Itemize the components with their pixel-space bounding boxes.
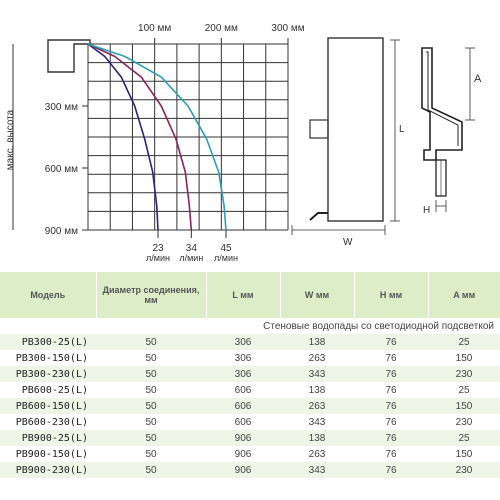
table-row [0, 366, 500, 382]
table-row [0, 430, 500, 446]
value-cell: 343 [308, 416, 326, 428]
table-row [0, 334, 500, 350]
value-cell: 306 [206, 334, 280, 350]
model-cell: PB900-230(L) [0, 462, 96, 478]
model-cell: PB300-25(L) [0, 334, 96, 350]
table-row [0, 382, 500, 398]
table-row [0, 350, 500, 366]
value-cell: 230 [455, 416, 473, 428]
spec-table-header [0, 272, 500, 318]
header-a: A мм [428, 272, 500, 318]
dim-label-l: L [399, 124, 405, 135]
value-cell: 50 [96, 366, 206, 382]
value-cell: 50 [145, 416, 157, 428]
value-cell: 50 [145, 352, 157, 364]
value-cell: 138 [280, 430, 354, 446]
value-cell: 50 [96, 430, 206, 446]
value-cell: 25 [458, 384, 470, 396]
model-cell: PB900-25(L) [0, 430, 96, 446]
value-cell: 906 [206, 462, 280, 478]
value-cell: 76 [354, 334, 428, 350]
value-cell: 50 [96, 462, 206, 478]
spec-table-body [0, 318, 500, 478]
value-cell: 306 [234, 352, 252, 364]
unit-body [328, 38, 383, 221]
value-cell: 25 [428, 334, 500, 350]
value-cell: 306 [206, 366, 280, 382]
value-cell: 50 [145, 384, 157, 396]
value-cell: 76 [354, 398, 428, 414]
value-cell: 50 [96, 334, 206, 350]
value-cell: 230 [428, 366, 500, 382]
value-cell: 76 [354, 430, 428, 446]
value-cell: 150 [455, 352, 473, 364]
series-unit: л/мин [214, 253, 238, 262]
section-row [0, 318, 500, 334]
section-title: Стеновые водопады со светодиодной подсветкой [263, 320, 494, 332]
side-view-drawing [422, 48, 482, 216]
value-cell: 906 [234, 448, 252, 460]
value-cell: 150 [428, 398, 500, 414]
header-h: H мм [354, 272, 428, 318]
header-diameter: Диаметр соединения, мм [96, 272, 206, 318]
value-cell: 138 [280, 334, 354, 350]
header-l: L мм [206, 272, 280, 318]
header-w: W мм [280, 272, 354, 318]
value-cell: 138 [308, 384, 326, 396]
value-cell: 343 [280, 462, 354, 478]
value-cell: 606 [234, 384, 252, 396]
value-cell: 263 [280, 398, 354, 414]
dim-label-h: H [423, 205, 431, 216]
value-cell: 50 [145, 448, 157, 460]
value-cell: 263 [308, 448, 326, 460]
model-cell: PB600-150(L) [0, 398, 96, 414]
table-row [0, 446, 500, 462]
value-cell: 76 [385, 416, 397, 428]
model-cell: PB300-230(L) [0, 366, 96, 382]
table-row [0, 414, 500, 430]
flow-chart [45, 23, 305, 262]
header-model: Модель [0, 272, 96, 318]
value-cell: 76 [354, 462, 428, 478]
unit-connector [310, 120, 328, 138]
series-unit: л/мин [179, 253, 204, 262]
x-tick-label: 200 мм [204, 23, 238, 34]
y-tick-label: 300 мм [44, 102, 78, 113]
model-cell: PB600-230(L) [15, 416, 88, 428]
y-tick-label: 900 мм [44, 226, 78, 237]
y-axis-label: макс. высота [5, 109, 16, 171]
nozzle-icon [48, 40, 90, 72]
series-label: 45 [220, 243, 232, 254]
model-cell: PB600-25(L) [21, 384, 88, 396]
value-cell: 150 [455, 448, 473, 460]
value-cell: 606 [206, 398, 280, 414]
value-cell: 343 [280, 366, 354, 382]
model-cell: PB900-150(L) [15, 448, 88, 460]
value-cell: 76 [385, 448, 397, 460]
table-row [0, 398, 500, 414]
series-label: 23 [152, 243, 164, 254]
dim-label-a: A [474, 73, 482, 85]
x-tick-label: 300 мм [271, 23, 305, 34]
value-cell: 230 [428, 462, 500, 478]
value-cell: 906 [206, 430, 280, 446]
model-cell: PB300-150(L) [15, 352, 88, 364]
dim-label-w: W [343, 237, 353, 248]
series-label: 34 [185, 243, 197, 254]
table-row [0, 462, 500, 478]
value-cell: 25 [428, 430, 500, 446]
value-cell: 76 [385, 384, 397, 396]
series-unit: л/мин [146, 253, 170, 262]
value-cell: 76 [385, 352, 397, 364]
value-cell: 50 [96, 398, 206, 414]
value-cell: 606 [234, 416, 252, 428]
y-tick-label: 600 мм [44, 164, 78, 175]
spec-table [0, 272, 500, 478]
front-view-drawing [292, 38, 405, 248]
value-cell: 76 [354, 366, 428, 382]
x-tick-label: 100 мм [138, 23, 172, 34]
value-cell: 263 [308, 352, 326, 364]
unit-cable [310, 213, 328, 220]
